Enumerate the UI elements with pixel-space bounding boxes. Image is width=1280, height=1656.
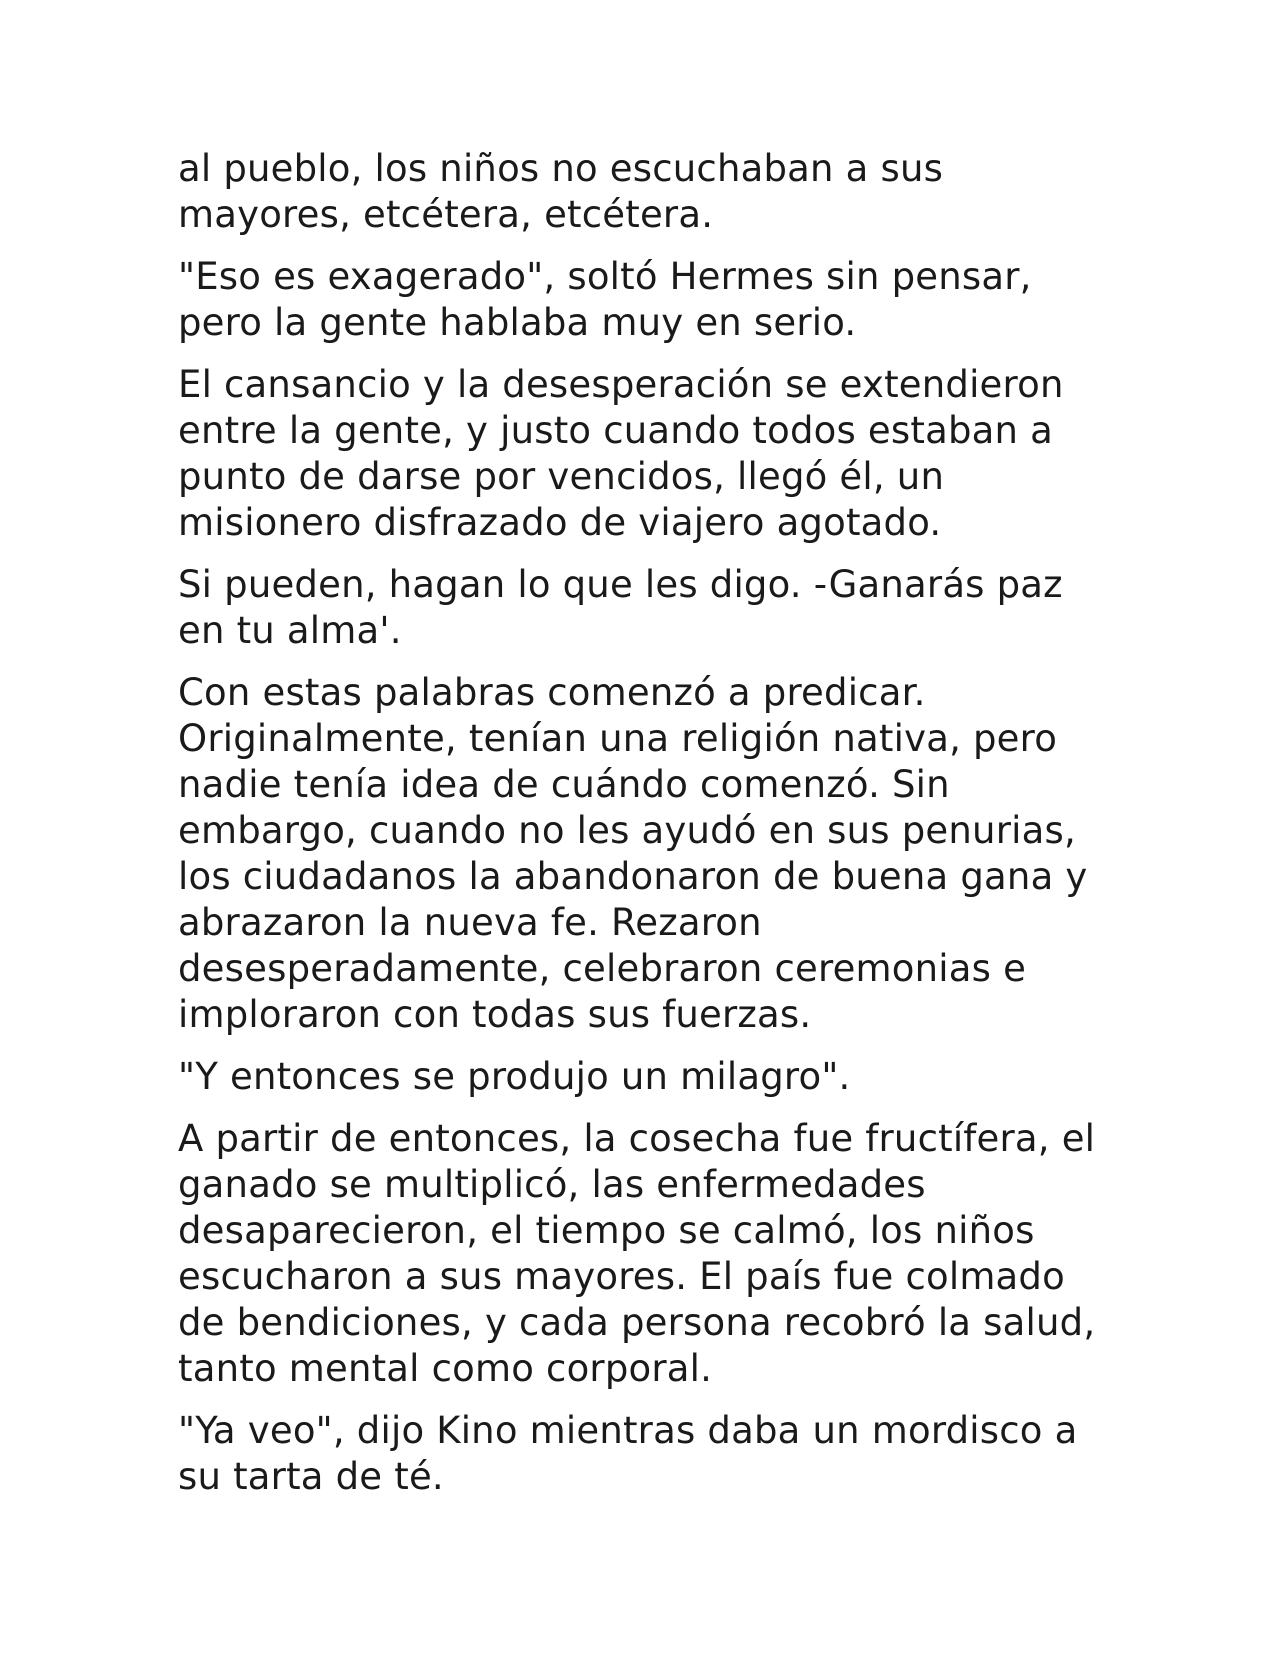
paragraph-4: Si pueden, hagan lo que les digo. -Ganarás paz en tu alma'. xyxy=(178,563,1063,652)
paragraph-2: "Eso es exagerado", soltó Hermes sin pensar, pero la gente hablaba muy en serio. xyxy=(178,255,1032,344)
paragraph-6: "Y entonces se produjo un milagro". xyxy=(178,1055,851,1098)
paragraph-5: Con estas palabras comenzó a predicar. Originalmente, tenían una religión nativa, pero nadie tenía idea de cuándo comenzó. Sin embargo, cuando no les ayudó en sus penurias, los ciudadanos la abandonaron de buena gana y abrazaron la nueva fe. Rezaron desesperadamente, celebraron ceremonias e imploraron con todas sus fuerzas. xyxy=(178,671,1088,1036)
document-page xyxy=(178,146,1108,1516)
paragraph-8: "Ya veo", dijo Kino mientras daba un mordisco a su tarta de té. xyxy=(178,1409,1078,1498)
paragraph-1: al pueblo, los niños no escuchaban a sus mayores, etcétera, etcétera. xyxy=(178,147,944,236)
paragraph-7: A partir de entonces, la cosecha fue fructífera, el ganado se multiplicó, las enfermedades desaparecieron, el tiempo se calmó, los niños escucharon a sus mayores. El país fue colmado de bendiciones, y cada persona recobró la salud, tanto mental como corporal. xyxy=(178,1117,1096,1390)
paragraph-3: El cansancio y la desesperación se extendieron entre la gente, y justo cuando todos estaban a punto de darse por vencidos, llegó él, un misionero disfrazado de viajero agotado. xyxy=(178,363,1064,544)
